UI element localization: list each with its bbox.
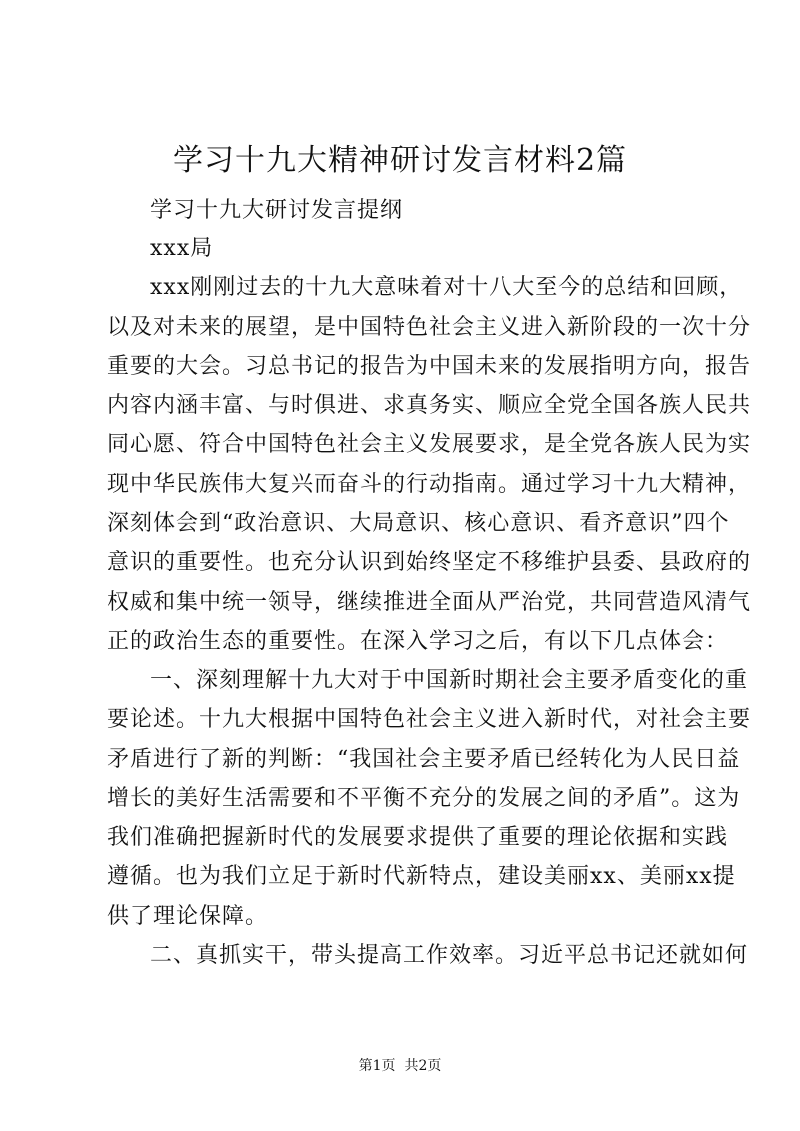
- paragraph-line: 现中华民族伟大复兴而奋斗的行动指南。通过学习十九大精神，: [107, 472, 752, 497]
- paragraph-line: 意识的重要性。也充分认识到始终坚定不移维护县委、县政府的: [107, 550, 752, 575]
- paragraph-line: 一、深刻理解十九大对于中国新时期社会主要矛盾变化的重: [150, 668, 749, 693]
- paragraph-line: 正的政治生态的重要性。在深入学习之后，有以下几点体会：: [107, 629, 729, 654]
- paragraph-line: 供了理论保障。: [107, 904, 269, 929]
- paragraph-line: 遵循。也为我们立足于新时代新特点，建设美丽xx、美丽xx提: [107, 864, 736, 889]
- page-indicator: 第1页 共2页: [358, 1058, 442, 1074]
- paragraph-line: 同心愿、符合中国特色社会主义发展要求，是全党各族人民为实: [107, 432, 752, 457]
- subtitle: 学习十九大研讨发言提纲: [150, 198, 404, 223]
- page-title: 学习十九大精神研讨发言材料2篇: [172, 143, 628, 178]
- paragraph-line: 以及对未来的展望，是中国特色社会主义进入新阶段的一次十分: [107, 315, 752, 340]
- organization: xxx局: [150, 236, 214, 261]
- paragraph-line: 二、真抓实干，带头提高工作效率。习近平总书记还就如何: [150, 943, 749, 968]
- paragraph-line: 增长的美好生活需要和不平衡不充分的发展之间的矛盾”。这为: [107, 786, 741, 811]
- paragraph-line: 深刻体会到“政治意识、大局意识、核心意识、看齐意识”四个: [107, 511, 730, 536]
- paragraph-line: 我们准确把握新时代的发展要求提供了重要的理论依据和实践: [107, 825, 729, 850]
- paragraph-line: 权威和集中统一领导，继续推进全面从严治党，共同营造风清气: [107, 590, 752, 615]
- paragraph-line: 内容内涵丰富、与时俱进、求真务实、顺应全党全国各族人民共: [107, 393, 752, 418]
- paragraph-line: 矛盾进行了新的判断：“我国社会主要矛盾已经转化为人民日益: [107, 747, 741, 772]
- paragraph-line: 要论述。十九大根据中国特色社会主义进入新时代，对社会主要: [107, 707, 752, 732]
- paragraph-line: xxx刚刚过去的十九大意味着对十八大至今的总结和回顾，: [150, 275, 743, 300]
- paragraph-line: 重要的大会。习总书记的报告为中国未来的发展指明方向，报告: [107, 354, 752, 379]
